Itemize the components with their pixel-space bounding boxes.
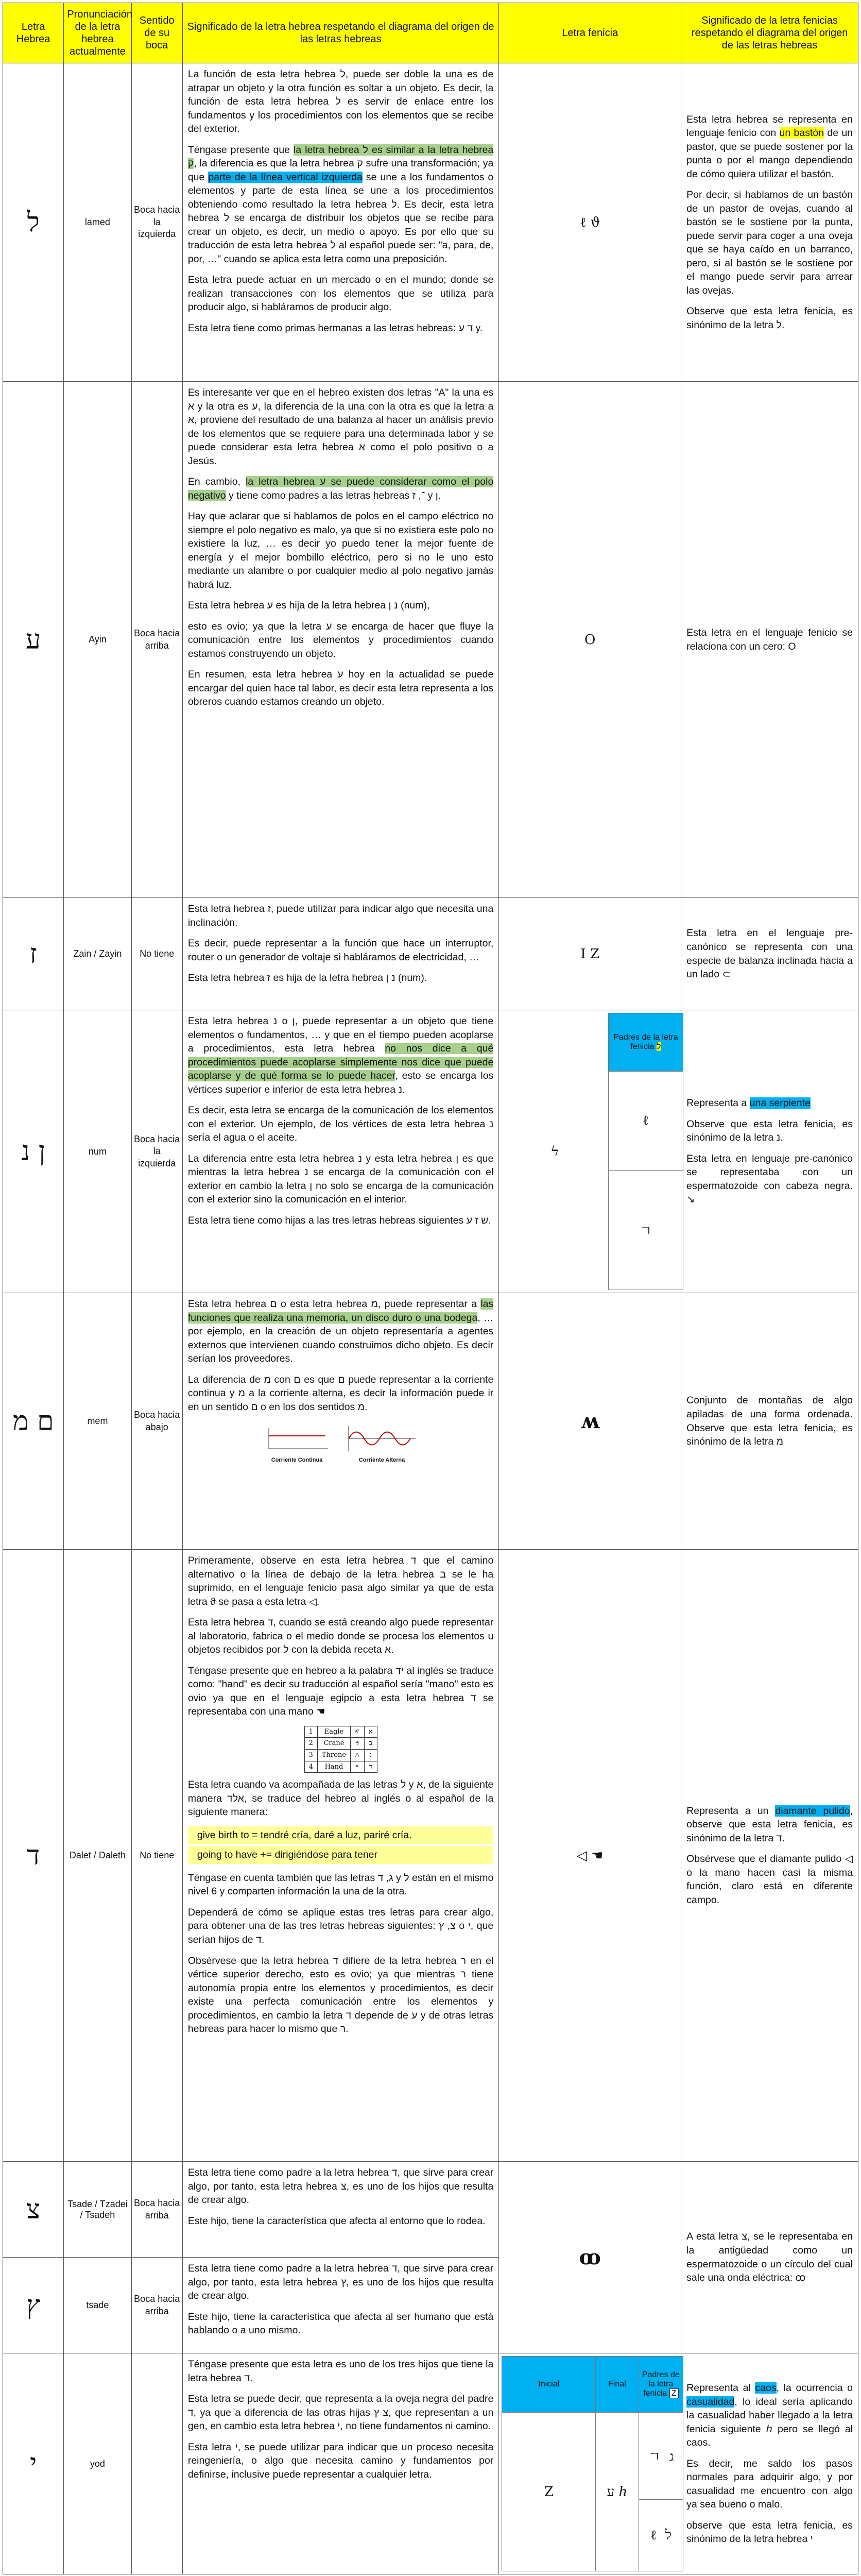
phoenician-meaning-cell: [681, 2353, 858, 2574]
paragraph: Esta letra hebrea se representa en lenguaje fenicio con un bastón de un pastor, que se puede sostener por la punta o por el mango dependiendo de cómo quiera utilizar el bastón.: [686, 113, 853, 180]
paragraph: Representa al caos, la ocurrencia o casualidad, lo ideal sería aplicando la casualidad haber llegado a la letra fenicia siguiente ℎ pero se llegó al caos.: [686, 2382, 853, 2449]
mouth-direction: Boca hacia arriba: [131, 2162, 182, 2258]
pronunciation: tsade: [64, 2258, 131, 2353]
mouth-direction: Boca hacia arriba: [131, 382, 182, 898]
meaning-cell: [182, 382, 498, 898]
paragraph: Téngase presente que esta letra es uno de los tres hijos que tiene la letra hebrea ד.: [187, 2359, 494, 2384]
row-mem: [3, 1293, 858, 1550]
paragraph: A esta letra צ, se le representaba en la antigüedad como un espermatozoide o un círculo del cual sale una onda eléctrica: ꝏ: [686, 2231, 853, 2284]
phoenician-forms-grid: [502, 2356, 683, 2571]
phoenician-meaning-cell: [681, 382, 858, 898]
table-row: 2 Crane 𐤁 ב: [304, 1738, 377, 1750]
table-row: 3 Throne 𐤂 ג: [304, 1750, 377, 1761]
paragraph: Esta letra hebrea ע es hija de la letra hebrea נ ן (num),: [187, 600, 430, 612]
paragraph: observe que esta letra fenicia, es sinónimo de la letra hebrea י: [686, 2519, 853, 2545]
parent-glyph: ℓ: [608, 1072, 683, 1171]
phoenician-glyph: ʍ: [580, 1409, 599, 1433]
hebrew-letter: ע: [3, 382, 64, 898]
ac-caption: Corriente Alterna: [358, 1457, 405, 1464]
meaning-cell: [182, 2162, 498, 2258]
ac-figure: [346, 1423, 418, 1464]
phoenician-meaning-cell: [681, 1010, 858, 1293]
paragraph: Es decir, esta letra se encarga de la comunicación de los elementos con el exterior. Un ejemplo, de los vértices de esta letra hebrea נ sería el agua o el aceite.: [187, 1105, 494, 1144]
phoenician-meaning-cell: [681, 63, 858, 382]
parent-glyph: ㄱ ג: [639, 2413, 683, 2500]
phoenician-parents-grid: [502, 1013, 683, 1290]
paragraph: Esta letra en el lenguaje fenicio se relaciona con un cero: O: [686, 626, 853, 652]
highlight: un bastón: [779, 127, 824, 139]
paragraph: Por decir, si hablamos de un bastón de un pastor de ovejas, cuando al bastón se le sostiene por la punta, puede servir para coger a una oveja que se haya caído en un barranco, pero, si al bastón se le sostiene por el mango puede servir para arrear las ovejas.: [686, 189, 853, 296]
translation-box: give birth to = tendré cría, daré a luz, pariré cría.: [188, 1826, 493, 1844]
pronunciation: mem: [64, 1293, 131, 1550]
phoenician-inicial-glyph: Z: [502, 2413, 596, 2571]
phoenician-letter: [499, 382, 681, 898]
header-meaning: Significado de la letra hebrea respetando el diagrama del origen de las letras hebreas: [182, 3, 498, 63]
col-padres: Padres de la letra fenicia Z: [639, 2357, 683, 2413]
paragraph: Esta letra hebrea ם o esta letra hebrea מ, puede representar a las funciones que realiza una memoria, un disco duro o una bodega, … por ejemplo, en la creación de un objeto representaría a agentes externos que intervienen cuando construimos dicho objeto. Es decir serían los proveedores.: [187, 1298, 494, 1365]
meaning-cell: [182, 898, 498, 1010]
phoenician-meaning-cell: [681, 1550, 858, 2162]
meaning-cell: [182, 1293, 498, 1550]
paragraph: Esta letra puede actuar en un mercado o en el mundo; donde se realizan transacciones con los elementos que se utiliza para producir algo, si habláramos de producir algo.: [187, 274, 494, 313]
phoenician-meaning-cell: [681, 898, 858, 1010]
paragraph: En resumen, esta letra hebrea ע hoy en la actualidad se puede encargar del quien hace tal labor, es decir esta letra representa a los obreros cuando estamos creando un objeto.: [187, 669, 494, 708]
highlight: las funciones que realiza una memoria, un disco duro o una bodega: [187, 1298, 494, 1324]
translation-box: going to have += dirigiéndose para tener: [188, 1846, 493, 1864]
pronunciation: yod: [64, 2353, 131, 2574]
phoenician-letter: [499, 1293, 681, 1550]
highlight: parte de la línea vertical izquierda: [208, 171, 363, 183]
paragraph: esto es ovio; ya que la letra ע se encarga de hacer que fluye la comunicación entre los elementos y procedimientos cuando estamos construyendo un objeto.: [187, 620, 494, 659]
paragraph: Este hijo, tiene la característica que afecta al entorno que lo rodea.: [187, 2215, 486, 2227]
paragraph: Téngase presente que la letra hebrea ל es similar a la letra hebrea ק, la diferencia es que la letra hebrea ק sufre una transformación; ya que parte de la línea vertical izquierda se une a los fundamentos o elementos y parte de esta línea se une a los procedimientos obteniendo como resultado la letra hebrea ל. Es decir, esta letra hebrea ל se encarga de distribuir los objetos que se recibe para crear un objeto, es decir, un medio o apoyo. Es por ello que su traducción de esta letra hebrea ל al español puede ser: "a, para, de, por, …" cuando se aplica esta letra como una preposición.: [187, 144, 494, 265]
paragraph: Esta letra hebrea נ o ן, puede representar a un objeto que tiene elementos o fundamentos, … y que en el tiempo pueden acoplarse a procedimientos, esta letra hebrea no nos dice a qué procedimientos puede acoplarse simplemente nos dice que puede acoplarse y de qué forma se lo puede hacer, esto se encarga los vértices superior e inferior de esta letra hebrea נ.: [187, 1015, 494, 1095]
meaning-cell: [182, 1010, 498, 1293]
row-dalet: [3, 1550, 858, 2162]
row-tsade: [3, 2162, 858, 2258]
phoenician-letter: [499, 1010, 681, 1293]
mouth-direction: Boca hacia abajo: [131, 1293, 182, 1550]
paragraph: Es decir, puede representar a la función que hace un interruptor, router o un generador de voltaje si habláramos de electricidad, …: [187, 938, 494, 963]
hebrew-letters-table: [3, 3, 858, 2574]
hebrew-letter: ם מ: [3, 1293, 64, 1550]
phoenician-glyph: ϟ: [502, 1013, 608, 1290]
paragraph: Observe que esta letra fenicia, es sinónimo de la letra ל.: [686, 306, 853, 331]
highlight: una serpiente: [749, 1097, 811, 1109]
col-inicial: Inicial: [502, 2357, 596, 2413]
pronunciation: lamed: [64, 63, 131, 382]
pronunciation: num: [64, 1010, 131, 1293]
paragraph: En cambio, la letra hebrea ע se puede considerar como el polo negativo y tiene como padres a las letras hebreas ־, ז y ן.: [187, 476, 494, 501]
row-zain: [3, 898, 858, 1010]
highlight: la letra hebrea ע se puede considerar como el polo negativo: [187, 476, 494, 501]
phoenician-letter: [499, 2353, 681, 2574]
phoenician-letter: [499, 1550, 681, 2162]
mouth-direction: [131, 2353, 182, 2574]
row-yod: [3, 2353, 858, 2574]
paragraph: Representa a un diamante pulido, observe que esta letra fenicia, es sinónimo de la letra ד.: [686, 1805, 853, 1844]
paragraph: La diferencia de מ con ם es que ם puede representar a la corriente continua y מ a la corriente alterna, es decir la información puede ir en un sentido ם o en los dos sentidos מ.: [187, 1374, 494, 1413]
paragraph: La diferencia entre esta letra hebrea נ y esta letra hebrea ן es que mientras la letra hebrea נ se encarga de la comunicación con el exterior en cambio la letra ן no solo se encarga de la comunicación con el exterior sino la comunicación en el interior.: [187, 1153, 494, 1206]
paragraph: La función de esta letra hebrea ל, puede ser doble la una es de atrapar un objeto y la otra función es soltar a un objeto. Es decir, la función de esta letra hebrea ל es servir de enlace entre los fundamentos y los procedimientos con los elementos que se recibe del exterior.: [187, 69, 494, 135]
hebrew-letter: צ: [3, 2162, 64, 2258]
paragraph: Esta letra י, se puede utilizar para indicar que un proceso necesita reingeniería, o algo que necesita camino y fundamentos por definirse, inclusive puede representar a cualquier letra.: [187, 2441, 494, 2480]
hebrew-letter: ץ: [3, 2258, 64, 2353]
paragraph: Esta letra hebrea ז es hija de la letra hebrea נ ן (num).: [187, 972, 427, 984]
paragraph: Téngase presente que en hebreo a la palabra יד al inglés se traduce como: "hand" es decir su traducción al español sería "mano" esto es ovio ya que en el lenguaje egipcio a esta letra hebrea ד se representaba con una mano ☚: [187, 1665, 494, 1718]
hebrew-letter: י: [3, 2353, 64, 2574]
table-row: 4 Hand 𐤃 ד: [304, 1761, 377, 1773]
phoenician-glyph: O: [584, 632, 596, 648]
col-final: Final: [596, 2357, 639, 2413]
parents-header: Padres de la letra fenicia ל: [608, 1013, 683, 1072]
paragraph: Esta letra tiene como padre a la letra hebrea ד, que sirve para crear algo, por tanto, esta letra hebrea צ, es uno de los hijos que resulta de crear algo.: [187, 2167, 494, 2206]
pronunciation: Tsade / Tzadei / Tsadeh: [64, 2162, 131, 2258]
paragraph: Téngase en cuenta también que las letras ג, ד y ל están en el mismo nivel 6 y comparten información la una de la otra.: [187, 1872, 494, 1897]
header-direction: Sentido de su boca: [131, 3, 182, 63]
paragraph: Es decir, me saldo los pasos normales para adquirir algo, y por casualidad me encuentro con algo ya sea bueno o malo.: [686, 2458, 853, 2511]
highlight: caos: [755, 2382, 777, 2394]
meaning-cell: [182, 1550, 498, 2162]
table-row: 1 Eagle 𐤀 א: [304, 1726, 377, 1738]
paragraph: Esta letra se puede decir, que representa a la oveja negra del padre ד, ya que a diferencia de las otras hijas צ ץ, que representan a un gen, en cambio esta letra hebrea י, no tiene fundamentos ni camino.: [187, 2393, 494, 2432]
dc-caption: Corriente Continua: [271, 1457, 323, 1464]
row-lamed: [3, 63, 858, 382]
phoenician-meaning-cell: [681, 2162, 858, 2353]
mouth-direction: Boca hacia arriba: [131, 2258, 182, 2353]
header-phoenician: Letra fenicia: [499, 3, 681, 63]
paragraph: Representa a una serpiente: [686, 1097, 811, 1109]
highlight: no nos dice a qué procedimientos puede acoplarse simplemente nos dice que puede acoplarse y de qué forma se lo puede hacer: [187, 1043, 494, 1082]
header-phoenician-meaning: Significado de la letra fenicias respetando el diagrama del origen de las letras hebreas: [681, 3, 858, 63]
pronunciation: Zain / Zayin: [64, 898, 131, 1010]
pronunciation: Ayin: [64, 382, 131, 898]
phoenician-meaning-cell: [681, 1293, 858, 1550]
hebrew-letter: ל: [3, 63, 64, 382]
row-num: [3, 1010, 858, 1293]
paragraph: Es interesante ver que en el hebreo existen dos letras "A" la una es א y la otra es ע, la diferencia de la una con la otra es que la letra a א, proviene del resultado de una balanza al hacer un análisis previo de los elementos que se requiere para una determinada labor y se puede considerar esta letra hebrea א como el polo positivo o a Jesús.: [187, 387, 494, 467]
header-letter: Letra Hebrea: [3, 3, 64, 63]
mouth-direction: No tiene: [131, 1550, 182, 2162]
paragraph: Este hijo, tiene la característica que afecta al ser humano que está hablando o a uno mismo.: [187, 2311, 494, 2336]
highlight: casualidad: [686, 2396, 735, 2408]
current-figure: [188, 1423, 493, 1464]
paragraph: Obsérvese que la letra hebrea ד difiere de la letra hebrea ר en el vértice superior derecho, esto es ovio; ya que mientras ר tiene autonomía propia entre los elementos y procedimientos, es decir existe una perfecta comunicación entre los elementos y procedimientos, en cambio la letra ד depende de ע y de otras letras hebreas para hacer lo mismo que ר.: [187, 1955, 494, 2035]
paragraph: Esta letra cuando va acompañada de las letras ל y א, de la siguiente manera אלד, se traduce del hebreo al inglés o al español de la siguiente manera:: [187, 1779, 494, 1818]
egyptian-table: [304, 1726, 377, 1773]
paragraph: Conjunto de montañas de algo apiladas de una forma ordenada. Observe que esta letra fenicia, es sinónimo de la letra מ: [686, 1395, 853, 1448]
phoenician-letter: [499, 63, 681, 382]
paragraph: Obsérvese que el diamante pulido ◁ o la mano hacen casi la misma función, claro está en diferente campo.: [686, 1853, 853, 1906]
highlight: diamante pulido: [775, 1805, 850, 1817]
paragraph: Esta letra en lenguaje pre-canónico se representaba con un espermatozoide con cabeza negra. ↘: [686, 1153, 853, 1206]
phoenician-glyph: ꝏ: [579, 2245, 601, 2269]
paragraph: Esta letra tiene como hijas a las tres letras hebreas siguientes ש ז ע.: [187, 1214, 491, 1226]
row-ayin: [3, 382, 858, 898]
meaning-cell: [182, 63, 498, 382]
parent-glyph: ℓ ל: [639, 2499, 683, 2571]
mouth-direction: Boca hacia la izquierda: [131, 63, 182, 382]
paragraph: Esta letra hebrea ד, cuando se está creando algo puede representar al laboratorio, fabrica o el medio donde se procesa los elementos u objetos recibidos por ל con la debida receta א.: [187, 1617, 494, 1656]
highlight: la letra hebrea ל es similar a la letra hebrea ק: [187, 144, 494, 170]
meaning-cell: [182, 2353, 498, 2574]
hebrew-letter: ן נ: [3, 1010, 64, 1293]
pronunciation: Dalet / Daleth: [64, 1550, 131, 2162]
header-pronunciation: Pronunciación de la letra hebrea actualmente: [64, 3, 131, 63]
paragraph: Primeramente, observe en esta letra hebrea ד que el camino alternativo o la línea de debajo de la letra hebrea ב se le ha suprimido, en el lenguaje fenicio pasa algo similar ya que de esta letra ϑ se pasa a esta letra ◁.: [187, 1555, 494, 1607]
phoenician-final-glyph: ע ℎ: [596, 2413, 639, 2571]
parent-glyph: ㄱ: [608, 1170, 683, 1290]
phoenician-letter: [499, 898, 681, 1010]
hebrew-letter: ז: [3, 898, 64, 1010]
phoenician-glyph: ◁ ☚: [576, 1848, 604, 1863]
meaning-cell: [182, 2258, 498, 2353]
paragraph: Esta letra en el lenguaje pre-canónico se representa con una especie de balanza inclinada hacia a un lado ⊂: [686, 927, 853, 980]
phoenician-glyph: I Z: [580, 946, 600, 962]
mouth-direction: No tiene: [131, 898, 182, 1010]
hebrew-letter: ד: [3, 1550, 64, 2162]
paragraph: Esta letra tiene como padre a la letra hebrea ד, que sirve para crear algo, por tanto, esta letra hebrea ץ, es uno de los hijos que resulta de crear algo.: [187, 2263, 494, 2302]
phoenician-glyph: ℓ ϑ: [580, 214, 600, 230]
phoenician-letter: [499, 2162, 681, 2353]
paragraph: Dependerá de cómo se aplique estas tres letras para crear algo, para obtener una de las tres letras hebreas siguientes: צ, ץ o י, que serían hijos de ד.: [187, 1906, 494, 1945]
dc-figure: [264, 1423, 331, 1464]
mouth-direction: Boca hacia la izquierda: [131, 1010, 182, 1293]
paragraph: Esta letra tiene como primas hermanas a las letras hebreas: ד ע y.: [187, 322, 483, 334]
paragraph: Esta letra hebrea ז, puede utilizar para indicar algo que necesita una inclinación.: [187, 903, 494, 928]
header-row: [3, 3, 858, 63]
paragraph: Hay que aclarar que si hablamos de polos en el campo eléctrico no siempre el polo negativo es malo, ya que si no existiera este polo no existiere la luz, … es decir yo puedo tener la mejor fuente de energía y el mejor bombillo eléctrico, pero si no le uno esto mediante un alambre o por cualquier medio al polo negativo jamás habrá luz.: [187, 511, 494, 590]
paragraph: Observe que esta letra fenicia, es sinónimo de la letra נ.: [686, 1118, 853, 1144]
